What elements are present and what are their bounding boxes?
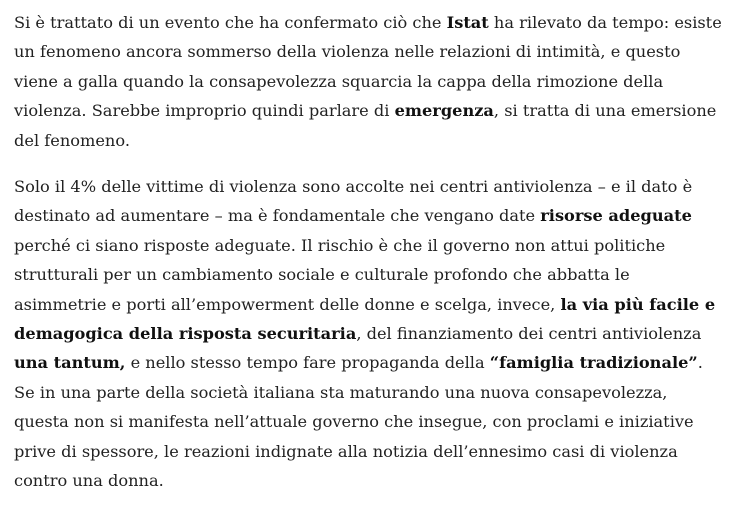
paragraph-2-text-2: perché ci siano risposte adeguate. Il rischio è che il governo non attui politiche strutturali per un cambiamento sociale e culturale profondo che abbatta le asimmetrie e porti all’empowerment delle donne e scelga, invece, bbox=[14, 235, 666, 314]
paragraph-2-bold-famiglia: “famiglia tradizionale” bbox=[489, 353, 698, 373]
paragraph-2-text-1: Solo il 4% delle vittime di violenza sono accolte nei centri antiviolenza – e il dato è destinato ad aumentare – ma è fondamentale che vengano date bbox=[14, 177, 693, 226]
paragraph-2-bold-via-facile: la via più facile e demagogica della risposta securitaria bbox=[14, 294, 716, 344]
paragraph-1 bbox=[14, 8, 727, 155]
paragraph-2-text-4: e nello stesso tempo fare propaganda della bbox=[125, 353, 490, 373]
paragraph-1-bold-emergenza: emergenza bbox=[394, 101, 494, 121]
paragraph-1-text-1: Si è trattato di un evento che ha confermato ciò che bbox=[14, 13, 447, 32]
paragraph-1-text-3: , si tratta di una emersione del fenomeno. bbox=[14, 101, 717, 150]
paragraph-1-text-2: ha rilevato da tempo: esiste un fenomeno ancora sommerso della violenza nelle relazioni di intimità, e questo viene a galla quando la consapevolezza squarcia la cappa della rimozione della violenza. Sarebbe improprio quindi parlare di bbox=[14, 13, 722, 121]
paragraph-2-bold-risorse: risorse adeguate bbox=[540, 206, 692, 226]
paragraph-2-text-5: . Se in una parte della società italiana sta maturando una nuova consapevolezza, questa non si manifesta nell’attuale governo che insegue, con proclami e iniziative prive di spessore, le reazioni indignate alla notizia dell’ennesimo casi di violenza contro una donna. bbox=[14, 353, 703, 491]
paragraph-2 bbox=[14, 172, 727, 495]
paragraph-1-bold-istat: Istat bbox=[446, 13, 489, 32]
paragraph-2-bold-una-tantum: una tantum, bbox=[14, 353, 126, 373]
paragraph-2-text-3: , del finanziamento dei centri antiviolenza bbox=[356, 324, 702, 344]
